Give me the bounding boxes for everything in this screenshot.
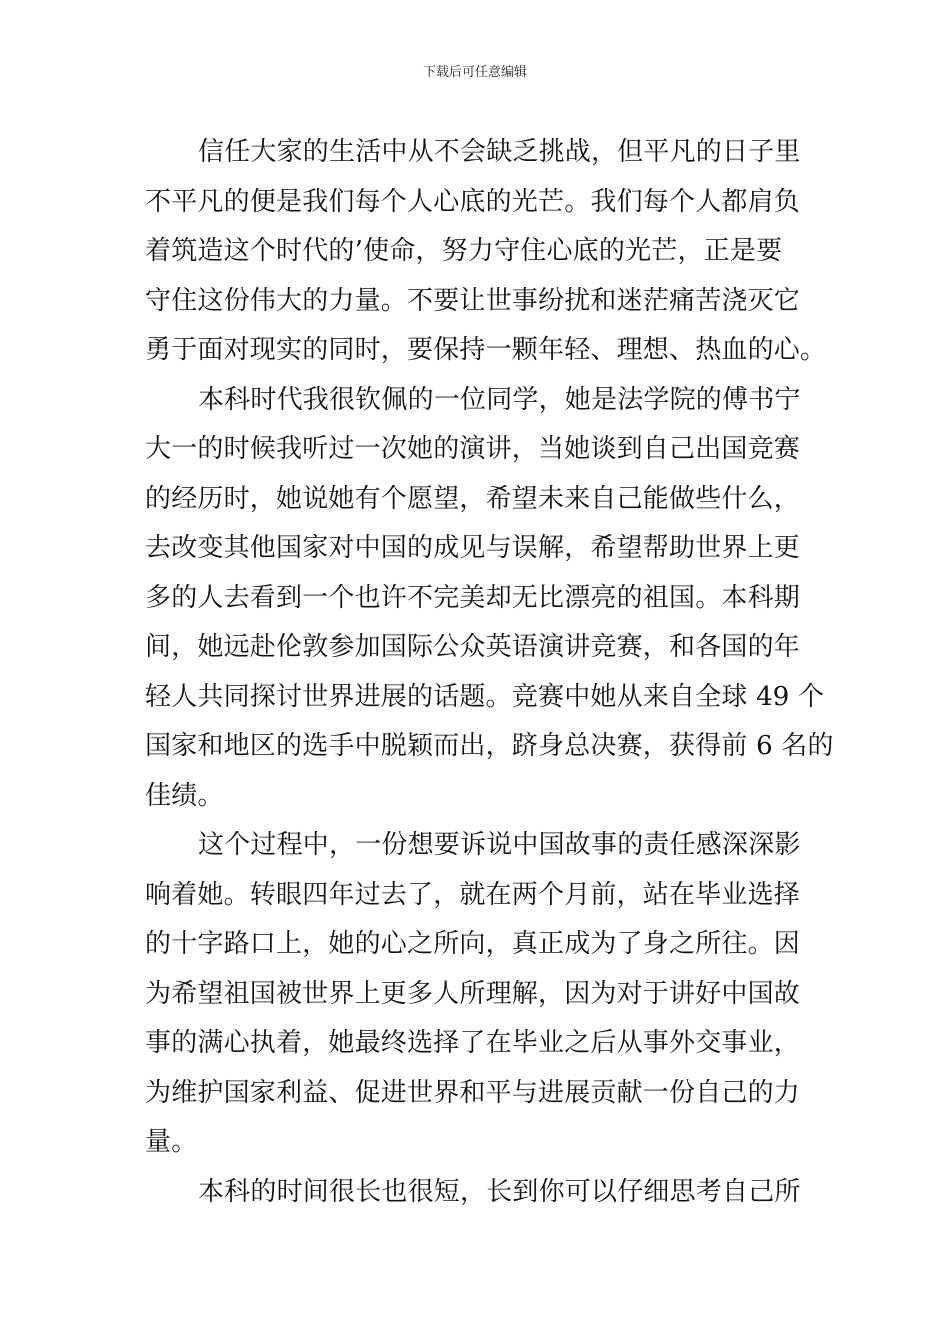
text-line: 勇于面对现实的同时，要保持一颗年轻、理想、热血的心。 (145, 335, 827, 365)
text-line: 去改变其他国家对中国的成见与误解，希望帮助世界上更 (145, 533, 801, 563)
text-line: 间，她远赴伦敦参加国际公众英语演讲竞赛，和各国的年 (145, 632, 801, 662)
text-line: 守住这份伟大的力量。不要让世事纷扰和迷茫痛苦浇灭它 (145, 285, 801, 316)
text-line: 大一的时候我听过一次她的演讲，当她谈到自己出国竞赛 (145, 434, 801, 464)
text-line: 为希望祖国被世界上更多人所理解，因为对于讲好中国故 (145, 978, 801, 1009)
text-line: 为维护国家利益、促进世界和平与进展贡献一份自己的力 (145, 1077, 801, 1108)
text-line: 响着她。转眼四年过去了，就在两个月前，站在毕业选择 (145, 879, 801, 910)
text-line: 的十字路口上，她的心之所向，真正成为了身之所往。因 (145, 929, 801, 959)
text-line: 事的满心执着，她最终选择了在毕业之后从事外交事业， (145, 1028, 801, 1058)
text-line: 轻人共同探讨世界进展的话题。竞赛中她从来自全球 49 个 (145, 681, 825, 712)
text-line: 国家和地区的选手中脱颖而出，跻身总决赛，获得前 6 名的 (145, 731, 834, 761)
text-line: 佳绩。 (145, 780, 224, 811)
paragraph (145, 128, 827, 376)
text-line: 多的人去看到一个也许不完美却无比漂亮的祖国。本科期 (145, 582, 801, 613)
text-line: 这个过程中，一份想要诉说中国故事的责任感深深影 (198, 830, 801, 860)
document-body (145, 128, 834, 1217)
text-line: 着筑造这个时代的’使命，努力守住心底的光芒，正是要 (145, 236, 783, 266)
paragraph (145, 821, 809, 1168)
paragraph (145, 1168, 809, 1218)
text-line: 不平凡的便是我们每个人心底的光芒。我们每个人都肩负 (145, 186, 801, 217)
text-line: 本科的时间很长也很短，长到你可以仔细思考自己所 (198, 1176, 801, 1207)
text-line: 的经历时，她说她有个愿望，希望未来自己能做些什么， (145, 483, 801, 514)
text-line: 本科时代我很钦佩的一位同学，她是法学院的傅书宁 (198, 384, 801, 415)
paragraph (145, 376, 834, 822)
text-line: 量。 (145, 1127, 198, 1157)
text-line: 信任大家的生活中从不会缺乏挑战，但平凡的日子里 (198, 137, 801, 167)
page-header: 下载后可任意编辑 (422, 65, 527, 80)
